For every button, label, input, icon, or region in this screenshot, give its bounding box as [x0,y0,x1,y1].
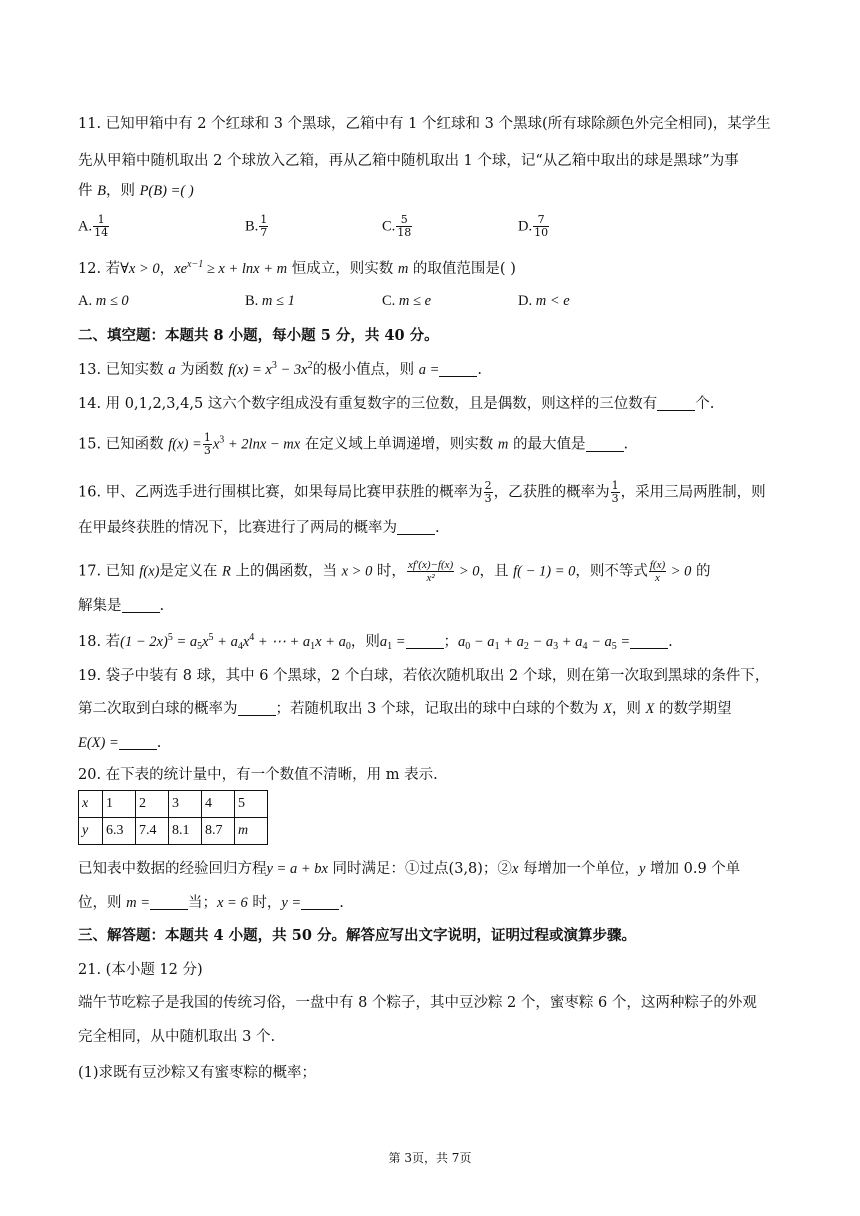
answer-blank[interactable] [119,735,157,750]
q12-option-d: D. m < e [518,293,570,309]
q20-line1: 已知表中数据的经验回归方程y = a + bx 同时满足：①过点(3,8)；②x 每增加一个单位，y 增加 0.9 个单 [78,861,741,877]
table-cell: 5 [235,791,268,818]
table-cell: 8.7 [202,818,235,845]
q20-line2: 位，则 m = 当；x = 6 时，y = . [78,895,344,911]
table-cell: 2 [136,791,169,818]
statistics-table [78,790,268,845]
table-cell: x [79,791,103,818]
answer-blank[interactable] [238,701,276,716]
q11-line2: 先从甲箱中随机取出 2 个球放入乙箱，再从乙箱中随机取出 1 个球，记“从乙箱中取出的球是黑球”为事 [78,153,739,169]
q11-option-d: D. $\frac{7}{10}$ [518,213,549,239]
q11-option-c: C. $\frac{5}{18}$ [382,213,412,239]
q16-line1: 16. 甲、乙两选手进行围棋比赛，如果每局比赛甲获胜的概率为 $\frac{2}{3}$ ，乙获胜的概率为 $\frac{1}{3}$ ，采用三局两胜制，则 [78,479,766,505]
q19-line3: E(X) = . [78,735,162,751]
table-cell: 8.1 [169,818,202,845]
table-cell: 7.4 [136,818,169,845]
q12-option-c: C. m ≤ e [382,293,432,309]
q16-line2: 在甲最终获胜的情况下，比赛进行了两局的概率为 . [78,520,440,536]
answer-blank[interactable] [397,520,435,535]
q21-line2: 完全相同，从中随机取出 3 个. [78,1029,276,1045]
section-2-heading: 二、填空题：本题共 8 小题，每小题 5 分，共 40 分。 [78,327,439,344]
q12-option-a: A. m ≤ 0 [78,293,129,309]
q21-part1: (1)求既有豆沙粽又有蜜枣粽的概率； [78,1065,317,1081]
answer-blank[interactable] [586,437,624,452]
answer-blank[interactable] [630,634,668,649]
q20-intro: 20. 在下表的统计量中，有一个数值不清晰，用 m 表示. [78,767,438,783]
q12-stem: 12. 若∀x > 0，$xe^{x-1} \ge x + \ln x + m$ 恒成立，则实数 m 的取值范围是( ) [78,259,516,277]
answer-blank[interactable] [301,895,339,910]
q12-option-b: B. m ≤ 1 [245,293,295,309]
table-cell: 4 [202,791,235,818]
section-3-heading: 三、解答题：本题共 4 小题，共 50 分。解答应写出文字说明，证明过程或演算步骤。 [78,927,636,944]
answer-blank[interactable] [439,362,477,377]
q11-option-a: A. $\frac{1}{14}$ [78,213,109,239]
q11-line3: 件 B，则 P(B) =( ) [78,183,194,199]
q19-line2: 第二次取到白球的概率为 ；若随机取出 3 个球，记取出的球中白球的个数为 X，则 X 的数学期望 [78,701,732,717]
q15: 15. 已知函数 f(x) = $\frac{1}{3}$ $x^3 + 2\ln x$ − mx 在定义域上单调递增，则实数 m 的最大值是 . [78,431,629,457]
q13: 13. 已知实数 a 为函数 $f(x) = x^3 - 3x^2$的极小值点，则 a = . [78,360,482,378]
table-cell: 3 [169,791,202,818]
q11-option-b: B. $\frac{1}{7}$ [245,213,268,239]
answer-blank[interactable] [657,396,695,411]
table-row [79,818,268,845]
page-footer: 第 3页，共 7页 [388,1151,472,1165]
answer-blank[interactable] [406,634,444,649]
q21-heading: 21. (本小题 12 分) [78,962,203,978]
q17-line1: 17. 已知 f(x)是定义在 R 上的偶函数，当 x > 0 时， $\frac{xf'(x)-f(x)}{\text{x²}}$ > 0，且 f( − 1) = 0，则不等式 $\frac{f(x)}{x}$ > 0 的 [78,559,711,584]
q14: 14. 用 0,1,2,3,4,5 这六个数字组成没有重复数字的三位数，且是偶数，则这样的三位数有 个. [78,396,715,412]
answer-blank[interactable] [150,895,188,910]
q17-line2: 解集是 . [78,598,165,614]
q19-line1: 19. 袋子中装有 8 球，其中 6 个黑球，2 个白球，若依次随机取出 2 个球，则在第一次取到黑球的条件下， [78,668,770,684]
table-cell: m [235,818,268,845]
table-cell: y [79,818,103,845]
table-row [79,791,268,818]
q21-line1: 端午节吃粽子是我国的传统习俗，一盘中有 8 个粽子，其中豆沙粽 2 个，蜜枣粽 6 个，这两种粽子的外观 [78,995,757,1011]
q18: 18. 若$(1 - 2x)^5 = a_5x^5 + a_4x^4$ + ⋯ + $a_1x + a_0$，则$a_1$ = ；$a_0 - a_1 + a_2 - a_3 + a_4 - a_5$ = . [78,632,673,652]
table-cell: 1 [103,791,136,818]
q11-line1: 11. 已知甲箱中有 2 个红球和 3 个黑球，乙箱中有 1 个红球和 3 个黑球(所有球除颜色外完全相同)，某学生 [78,116,771,132]
table-cell: 6.3 [103,818,136,845]
answer-blank[interactable] [122,598,160,613]
